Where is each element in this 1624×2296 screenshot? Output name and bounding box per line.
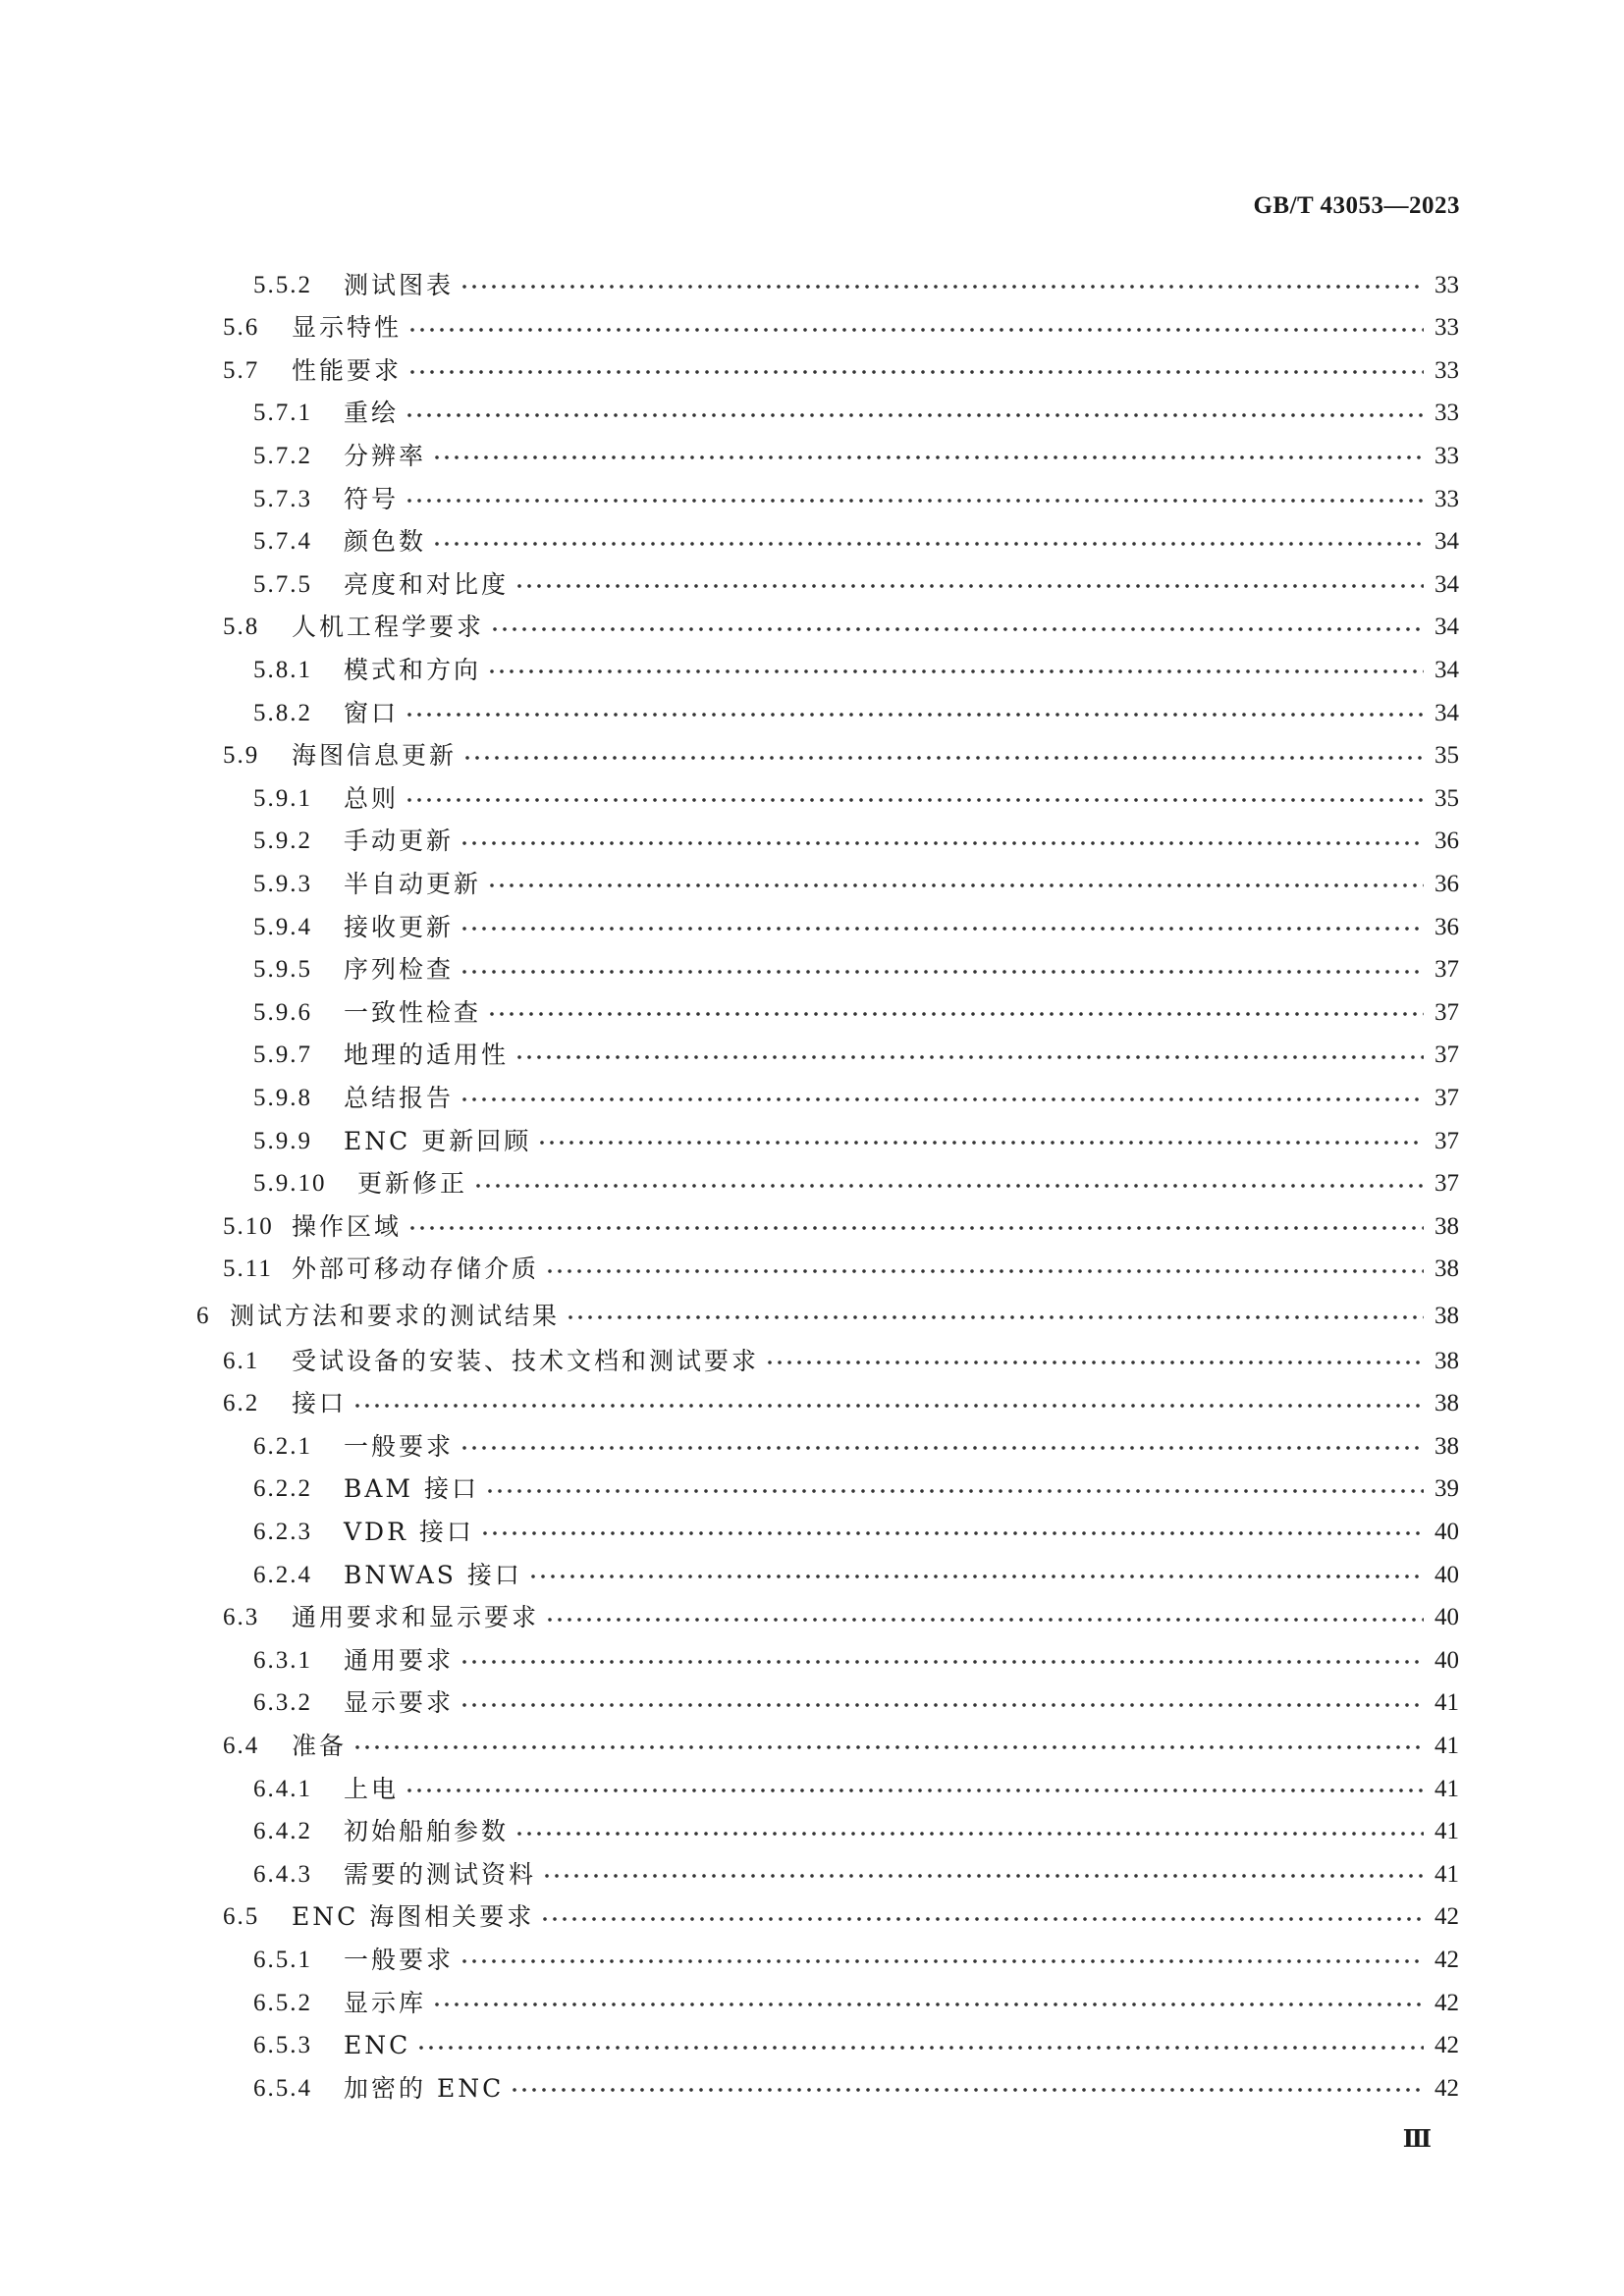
toc-entry (253, 648, 1459, 691)
toc-entry-number: 5.9.9 (253, 1127, 312, 1154)
toc-dot-leader (537, 1140, 1424, 1146)
toc-entry-title: 外部可移动存储介质 (292, 1255, 540, 1284)
toc-entry (253, 948, 1459, 991)
toc-entry-page: 34 (1435, 614, 1459, 641)
toc-entry-number: 5.8 (223, 614, 260, 641)
toc-dot-leader (460, 1958, 1424, 1964)
toc-entry-number: 5.8.1 (253, 656, 312, 683)
toc-entry-title: 测试方法和要求的测试结果 (230, 1301, 561, 1330)
toc-dot-leader (542, 1873, 1424, 1879)
toc-entry-number: 5.9.7 (253, 1041, 312, 1069)
toc-entry-number: 5.9 (223, 742, 260, 770)
toc-dot-leader (510, 2087, 1424, 2093)
toc-entry-title: 总则 (344, 783, 400, 813)
toc-entry-title: 序列检查 (344, 955, 455, 985)
toc-entry-number: 5.10 (223, 1212, 274, 1240)
toc-entry-title: 亮度和对比度 (344, 569, 510, 599)
toc-dot-leader (545, 1617, 1424, 1623)
toc-entry-page: 40 (1435, 1646, 1459, 1674)
toc-entry-page: 37 (1435, 1170, 1459, 1198)
toc-entry (253, 392, 1459, 435)
toc-entry-number: 5.5.2 (253, 271, 312, 298)
toc-entry-number: 5.6 (223, 314, 260, 342)
toc-entry-title: 显示库 (344, 1988, 427, 2017)
toc-entry-number: 5.9.5 (253, 956, 312, 984)
toc-entry (253, 1938, 1459, 1981)
toc-entry-page: 37 (1435, 998, 1459, 1026)
toc-dot-leader (765, 1360, 1424, 1365)
toc-dot-leader (487, 668, 1424, 674)
toc-dot-leader (528, 1574, 1424, 1579)
toc-entry-page: 41 (1435, 1732, 1459, 1759)
toc-entry-number: 5.7.3 (253, 485, 312, 512)
toc-entry-number: 6.5.3 (253, 2032, 312, 2059)
toc-entry (223, 1896, 1459, 1939)
toc-entry-page: 37 (1435, 1084, 1459, 1111)
toc-entry-page: 37 (1435, 1041, 1459, 1069)
document-code: GB/T 43053—2023 (1253, 192, 1460, 219)
toc-entry-page: 41 (1435, 1689, 1459, 1717)
toc-entry-number: 5.7.5 (253, 570, 312, 598)
toc-entry (253, 1119, 1459, 1162)
toc-entry-title: BAM 接口 (344, 1474, 479, 1504)
toc-entry (253, 1510, 1459, 1553)
toc-entry-number: 6.5.2 (253, 1989, 312, 2016)
toc-entry-number: 6.2.1 (253, 1432, 312, 1460)
toc-entry-number: 5.9.3 (253, 870, 312, 897)
toc-dot-leader (460, 969, 1424, 975)
toc-dot-leader (514, 1054, 1424, 1060)
toc-entry-page: 37 (1435, 1127, 1459, 1154)
toc-dot-leader (407, 1225, 1424, 1231)
toc-entry-page: 33 (1435, 356, 1459, 384)
toc-entry-title: ENC (344, 2031, 411, 2060)
toc-entry-page: 37 (1435, 956, 1459, 984)
toc-dot-leader (352, 1403, 1424, 1409)
toc-entry (253, 691, 1459, 734)
toc-dot-leader (514, 1831, 1424, 1837)
toc-entry-page: 42 (1435, 1903, 1459, 1931)
toc-entry-page: 41 (1435, 1818, 1459, 1845)
toc-entry-page: 34 (1435, 528, 1459, 556)
toc-entry-page: 35 (1435, 784, 1459, 812)
toc-entry-page: 40 (1435, 1561, 1459, 1588)
toc-entry (253, 1810, 1459, 1853)
toc-dot-leader (540, 1916, 1424, 1922)
toc-entry-number: 6.5.1 (253, 1946, 312, 1973)
toc-entry-number: 6.3.1 (253, 1646, 312, 1674)
toc-entry (253, 990, 1459, 1034)
toc-entry-title: 地理的适用性 (344, 1041, 510, 1070)
toc-entry-number: 6.3.2 (253, 1689, 312, 1717)
toc-entry-title: 总结报告 (344, 1083, 455, 1112)
toc-entry-title: 一致性检查 (344, 997, 482, 1027)
toc-entry (223, 1596, 1459, 1639)
toc-entry-title: 上电 (344, 1774, 400, 1803)
toc-entry-page: 36 (1435, 828, 1459, 855)
toc-entry-title: 颜色数 (344, 527, 427, 557)
toc-entry (196, 1294, 1459, 1337)
toc-entry-page: 40 (1435, 1518, 1459, 1545)
toc-entry-page: 42 (1435, 2074, 1459, 2102)
toc-entry (223, 606, 1459, 649)
toc-dot-leader (460, 284, 1424, 290)
toc-entry-page: 35 (1435, 742, 1459, 770)
toc-entry (253, 1162, 1459, 1205)
toc-entry-number: 6.2 (223, 1390, 260, 1417)
toc-dot-leader (432, 541, 1424, 547)
toc-entry-page: 36 (1435, 870, 1459, 897)
toc-dot-leader (352, 1744, 1424, 1750)
toc-entry-title: 接收更新 (344, 912, 455, 941)
toc-entry-number: 6.3 (223, 1604, 260, 1631)
toc-entry-number: 6.5 (223, 1903, 260, 1931)
toc-entry-title: 操作区域 (292, 1211, 403, 1241)
toc-entry-page: 38 (1435, 1212, 1459, 1240)
toc-entry-page: 38 (1435, 1302, 1459, 1329)
toc-dot-leader (460, 1096, 1424, 1102)
toc-entry-number: 5.9.10 (253, 1170, 327, 1198)
toc-entry-page: 38 (1435, 1255, 1459, 1283)
toc-entry-title: 模式和方向 (344, 655, 482, 684)
toc-entry-title: 通用要求 (344, 1645, 455, 1675)
toc-entry-number: 6.2.4 (253, 1561, 312, 1588)
toc-entry (253, 434, 1459, 477)
toc-entry-page: 42 (1435, 1946, 1459, 1973)
toc-entry-page: 33 (1435, 442, 1459, 469)
toc-entry-page: 39 (1435, 1475, 1459, 1503)
toc-entry (253, 562, 1459, 606)
toc-entry-number: 5.8.2 (253, 699, 312, 726)
toc-entry-title: 需要的测试资料 (344, 1859, 537, 1889)
toc-entry-title: 一般要求 (344, 1945, 455, 1974)
toc-entry-number: 5.7 (223, 356, 260, 384)
toc-entry (223, 734, 1459, 777)
toc-entry-title: 加密的 ENC (344, 2073, 505, 2103)
toc-entry-title: 接口 (292, 1389, 348, 1418)
toc-entry (223, 348, 1459, 392)
toc-entry-page: 34 (1435, 656, 1459, 683)
toc-entry-page: 41 (1435, 1860, 1459, 1888)
toc-dot-leader (432, 454, 1424, 460)
toc-entry-title: 窗口 (344, 698, 400, 727)
toc-entry-page: 38 (1435, 1347, 1459, 1374)
toc-entry-number: 5.7.2 (253, 442, 312, 469)
toc-entry (253, 1553, 1459, 1596)
toc-dot-leader (460, 1659, 1424, 1665)
toc-entry-title: BNWAS 接口 (344, 1560, 522, 1589)
toc-entry-title: 手动更新 (344, 827, 455, 856)
toc-entry-number: 6.4 (223, 1732, 260, 1759)
toc-entry (253, 1767, 1459, 1810)
toc-dot-leader (405, 712, 1424, 718)
toc-entry-title: 初始船舶参数 (344, 1817, 510, 1846)
toc-entry-title: 测试图表 (344, 270, 455, 299)
toc-entry-title: VDR 接口 (344, 1517, 474, 1546)
toc-dot-leader (485, 1488, 1424, 1494)
toc-entry (253, 2066, 1459, 2109)
toc-entry (253, 1682, 1459, 1725)
toc-entry-number: 5.9.8 (253, 1084, 312, 1111)
toc-dot-leader (460, 926, 1424, 932)
toc-dot-leader (566, 1314, 1424, 1320)
toc-entry (253, 263, 1459, 306)
toc-entry-page: 42 (1435, 2032, 1459, 2059)
toc-entry-number: 5.7.1 (253, 400, 312, 427)
toc-entry-number: 5.7.4 (253, 528, 312, 556)
toc-dot-leader (407, 327, 1424, 333)
toc-entry-page: 33 (1435, 400, 1459, 427)
toc-entry (223, 1724, 1459, 1767)
toc-dot-leader (487, 1011, 1424, 1017)
toc-entry-page: 36 (1435, 913, 1459, 940)
toc-entry-number: 6 (196, 1302, 211, 1329)
toc-entry-page: 33 (1435, 485, 1459, 512)
toc-entry-number: 6.5.4 (253, 2074, 312, 2102)
toc-entry (223, 1382, 1459, 1425)
toc-dot-leader (462, 755, 1424, 761)
toc-dot-leader (545, 1268, 1424, 1274)
toc-entry-title: 性能要求 (292, 355, 403, 385)
page-number: Ⅲ (1402, 2127, 1432, 2153)
toc-dot-leader (460, 840, 1424, 846)
toc-entry-number: 6.4.2 (253, 1818, 312, 1845)
toc-dot-leader (514, 583, 1424, 589)
toc-dot-leader (460, 1445, 1424, 1451)
toc-entry-title: 通用要求和显示要求 (292, 1603, 540, 1632)
toc-entry-number: 6.2.2 (253, 1475, 312, 1503)
toc-entry-page: 41 (1435, 1775, 1459, 1802)
toc-entry-title: 海图信息更新 (292, 741, 458, 771)
toc-entry-number: 5.9.1 (253, 784, 312, 812)
toc-entry-title: 符号 (344, 484, 400, 513)
toc-entry-page: 38 (1435, 1432, 1459, 1460)
toc-entry-number: 5.9.4 (253, 913, 312, 940)
toc-entry (253, 520, 1459, 563)
toc-entry-title: 显示要求 (344, 1688, 455, 1718)
toc-dot-leader (490, 626, 1424, 632)
toc-dot-leader (432, 2002, 1424, 2007)
toc-entry (253, 1076, 1459, 1119)
toc-entry (253, 820, 1459, 863)
toc-entry-number: 6.4.3 (253, 1860, 312, 1888)
toc-entry (253, 1034, 1459, 1077)
toc-entry (253, 1638, 1459, 1682)
toc-dot-leader (405, 412, 1424, 418)
toc-entry-page: 34 (1435, 570, 1459, 598)
toc-entry-page: 42 (1435, 1989, 1459, 2016)
toc-dot-leader (405, 797, 1424, 803)
toc-entry-page: 33 (1435, 271, 1459, 298)
toc-entry-title: 准备 (292, 1731, 348, 1760)
toc-entry-title: 半自动更新 (344, 869, 482, 898)
toc-dot-leader (473, 1183, 1424, 1189)
toc-entry-number: 6.2.3 (253, 1518, 312, 1545)
toc-entry (223, 1204, 1459, 1248)
toc-entry-title: 一般要求 (344, 1431, 455, 1461)
toc-entry (223, 306, 1459, 349)
toc-dot-leader (480, 1530, 1424, 1536)
toc-entry-title: ENC 海图相关要求 (292, 1902, 535, 1932)
toc-entry-number: 5.11 (223, 1255, 273, 1283)
toc-entry-title: 人机工程学要求 (292, 613, 485, 642)
toc-entry-number: 5.9.2 (253, 828, 312, 855)
toc-entry-page: 33 (1435, 314, 1459, 342)
toc-entry-title: 重绘 (344, 399, 400, 428)
toc-entry (253, 1468, 1459, 1511)
toc-entry (223, 1339, 1459, 1382)
toc-entry (223, 1248, 1459, 1291)
toc-entry-title: 受试设备的安装、技术文档和测试要求 (292, 1346, 760, 1375)
toc-entry (253, 905, 1459, 948)
toc-entry (253, 1981, 1459, 2024)
toc-entry (253, 776, 1459, 820)
toc-entry-page: 34 (1435, 699, 1459, 726)
toc-dot-leader (416, 2045, 1424, 2051)
toc-dot-leader (487, 882, 1424, 888)
toc-entry-number: 6.1 (223, 1347, 260, 1374)
toc-entry-title: 更新修正 (357, 1169, 468, 1199)
toc-entry (253, 1852, 1459, 1896)
toc-dot-leader (405, 498, 1424, 504)
toc-entry (253, 862, 1459, 905)
toc-entry (253, 1424, 1459, 1468)
toc-dot-leader (405, 1788, 1424, 1793)
toc-entry-title: 显示特性 (292, 313, 403, 343)
toc-entry-title: 分辨率 (344, 441, 427, 470)
toc-dot-leader (407, 369, 1424, 375)
toc-entry-title: ENC 更新回顾 (344, 1126, 532, 1155)
toc-entry-number: 5.9.6 (253, 998, 312, 1026)
toc-entry-page: 40 (1435, 1604, 1459, 1631)
toc-entry-number: 6.4.1 (253, 1775, 312, 1802)
toc-entry (253, 2024, 1459, 2067)
toc-dot-leader (460, 1702, 1424, 1708)
toc-entry-page: 38 (1435, 1390, 1459, 1417)
toc-entry (253, 477, 1459, 520)
